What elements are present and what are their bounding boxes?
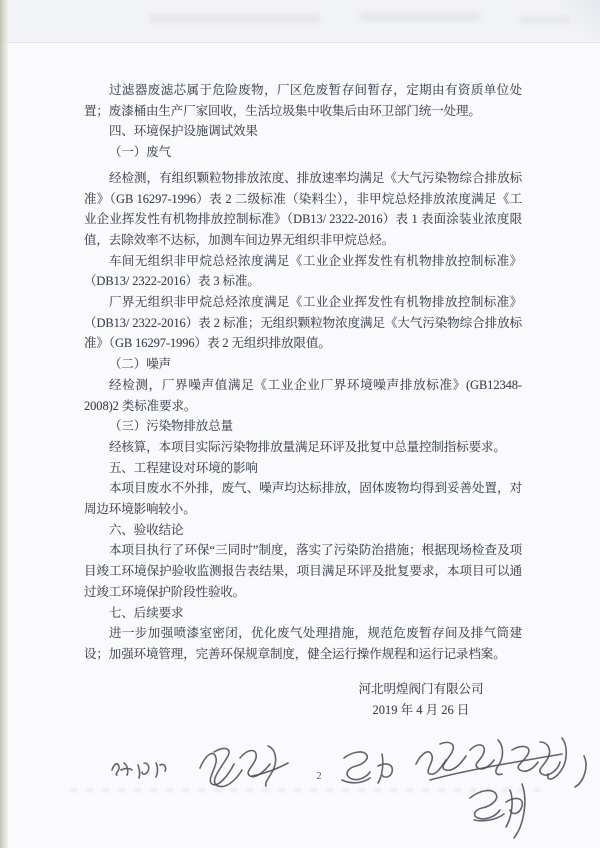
paragraph-waste-gas-3: 厂界无组织非甲烷总烃浓度满足《工业企业挥发性有机物排放控制标准》（DB13/ 2322-2016）表 2 标准；无组织颗粒物浓度满足《大气污染物综合排放标准》（GB 16297-1996）表 2 无组织排放限值。	[84, 295, 522, 351]
signoff-date: 2019 年 4 月 26 日	[372, 702, 470, 717]
section-heading-7: 七、后续要求	[109, 605, 184, 620]
page-bleedthrough-smudge	[360, 12, 480, 22]
paragraph-followup: 进一步加强喷漆室密闭，优化废气处理措施，规范危废暂存间及排气筒建设；加强环境管理，完善环保规章制度，健全运行操作规程和运行记录档案。	[84, 626, 522, 661]
paragraph-noise: 经检测，厂界噪声值满足《工业企业厂界环境噪声排放标准》(GB12348-2008)2 类标准要求。	[84, 377, 522, 413]
company-name: 河北明煌阀门有限公司	[358, 682, 484, 696]
paragraph-total-emission: 经核算，本项目实际污染物排放量满足环评及批复中总量控制指标要求。	[109, 439, 506, 454]
signature-1	[112, 763, 166, 778]
signature-5	[470, 784, 525, 838]
subsection-heading-waste-gas: （一）废气	[109, 145, 172, 160]
signature-3	[342, 752, 392, 783]
section-heading-5: 五、工程建设对环境的影响	[109, 460, 258, 475]
signature-layer	[0, 728, 600, 848]
paragraph-solid-waste: 过滤器废滤芯属于危险废物，厂区危废暂存间暂存，定期由有资质单位处置；废漆桶由生产厂家回收，生活垃圾集中收集后由环卫部门统一处理。	[84, 83, 522, 118]
subsection-heading-total-emission: （三）污染物排放总量	[109, 419, 234, 434]
paragraph-waste-gas-1: 经检测，有组织颗粒物排放浓度、排放速率均满足《大气污染物综合排放标准》（GB 16297-1996）表 2 二级标准（染料尘），非甲烷总烃排放浓度满足《工业企业挥发性有机物排放控制标准》（DB13/ 2322-2016）表 1 表面涂装业浓度限值，去除效率不达标，加测车间边界无组织非甲烷总烃。	[84, 170, 522, 247]
paragraph-conclusion: 本项目执行了环保“三同时”制度，落实了污染防治措施；根据现场检查及项目竣工环境保护验收监测报告表结果，项目满足环评及批复要求，本项目可以通过竣工环境保护阶段性验收。	[84, 543, 522, 599]
signoff-block	[318, 679, 524, 720]
section-heading-6: 六、验收结论	[109, 522, 184, 537]
subsection-heading-noise: （二）噪声	[109, 357, 172, 372]
page-bleedthrough-smudge	[150, 14, 320, 23]
document-body	[84, 80, 522, 665]
section-heading-4: 四、环境保护设施调试效果	[109, 124, 258, 139]
scan-left-edge	[0, 0, 9, 848]
page-number: 2	[316, 771, 322, 782]
paragraph-waste-gas-2: 车间无组织非甲烷总烃浓度满足《工业企业挥发性有机物排放控制标准》（DB13/ 2322-2016）表 3 标准。	[84, 253, 522, 289]
paragraph-impact: 本项目废水不外排，废气、噪声均达标排放，固体废物均得到妥善处置，对周边环境影响较小。	[84, 481, 522, 517]
signature-4	[416, 738, 586, 787]
signature-2	[200, 746, 288, 787]
scan-corner-shade	[560, 0, 600, 40]
